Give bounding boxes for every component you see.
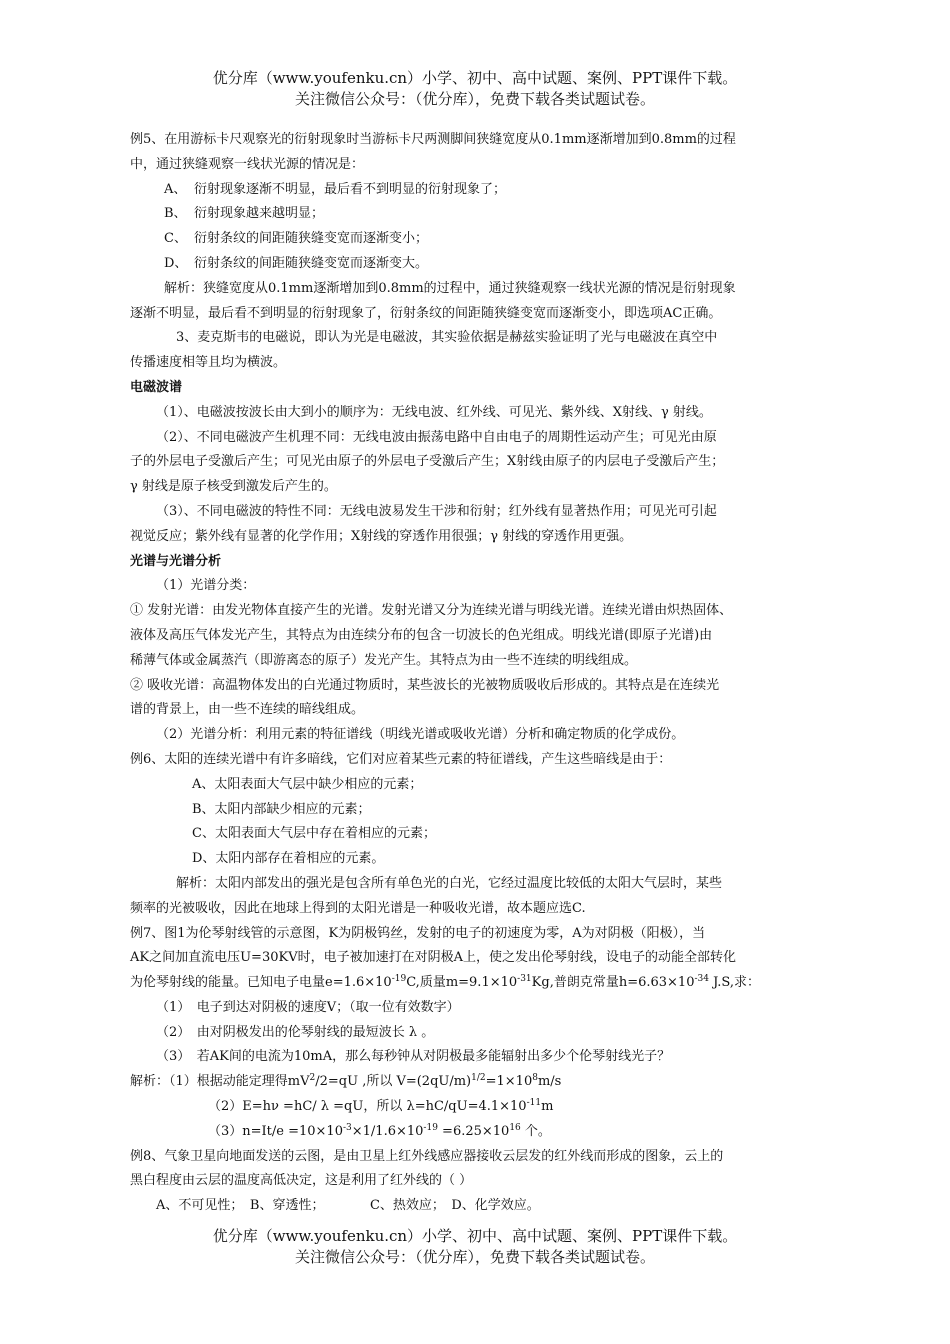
ex8-stem-1: 例8、气象卫星向地面发送的云图，是由卫星上红外线感应器接收云层发的红外线而形成的图象，云上的 <box>130 1148 724 1164</box>
ex6-stem: 例6、太阳的连续光谱中有许多暗线，它们对应着某些元素的特征谱线，产生这些暗线是由于： <box>130 751 672 767</box>
em-p1: （1）、电磁波按波长由大到小的顺序为：无线电波、红外线、可见光、紫外线、X射线、γ 射线。 <box>156 404 712 420</box>
ex5-stem-1: 例5、在用游标卡尺观察光的衍射现象时当游标卡尺两测脚间狭缝宽度从0.1mm逐渐增加到0.8mm的过程 <box>130 132 736 147</box>
footer-line-2: 关注微信公众号：（优分库），免费下载各类试题试卷。 <box>294 1248 655 1266</box>
em-p3-line-1: （3）、不同电磁波的特性不同：无线电波易发生干涉和衍射；红外线有显著热作用；可见光可引起 <box>156 503 717 519</box>
header-line-1: 优分库（www.youfenku.cn）小学、初中、高中试题、案例、PPT课件下载。 <box>212 69 738 87</box>
ex5-option-d: D、 衍射条纹的间距随狭缝变宽而逐渐变大。 <box>164 255 429 271</box>
em-p2-line-1: （2）、不同电磁波产生机理不同：无线电波由振荡电路中自由电子的周期性运动产生；可见光由原 <box>156 429 717 445</box>
ex8-options: A、不可见性； B、穿透性； C、热效应； D、化学效应。 <box>156 1198 540 1214</box>
emission-line-2: 液体及高压气体发光产生，其特点为由连续分布的包含一切波长的色光组成。明线光谱(即原子光谱)由 <box>130 627 713 643</box>
em-p2-line-2: 子的外层电子受激后产生；可见光由原子的外层电子受激后产生；X射线由原子的内层电子受激后产生； <box>130 454 725 470</box>
page-header <box>0 68 950 110</box>
emission-line-3: 稀薄气体或金属蒸汽（即游离态的原子）发光产生。其特点为由一些不连续的明线组成。 <box>130 652 638 668</box>
ex5-analysis-1: 解析：狭缝宽度从0.1mm逐渐增加到0.8mm的过程中，通过狭缝观察一线状光源的情况是衍射现象 <box>164 280 736 296</box>
page-footer <box>0 1226 950 1268</box>
ex8-stem-2: 黑白程度由云层的温度高低决定，这是利用了红外线的（ ） <box>130 1173 473 1189</box>
maxwell-line-1: 3、麦克斯韦的电磁说，即认为光是电磁波，其实验依据是赫兹实验证明了光与电磁波在真空中 <box>176 330 718 346</box>
em-heading: 电磁波谱 <box>130 379 183 395</box>
ex7-stem-2: AK之间加直流电压U=30KV时，电子被加速打在对阴极A上，使之发出伦琴射线，设电子的动能全部转化 <box>130 950 736 966</box>
ex7-stem-3: 为伦琴射线的能量。已知电子电量$e=1.6\times 10^{-19}C$,质量$m=9.1\times 10^{-31}Kg$,普朗克常量$h=6.63\times 10^{-34}$ J.S,求： <box>130 974 761 991</box>
ex7-question-1: （1） 电子到达对阴极的速度V；（取一位有效数字） <box>156 999 460 1015</box>
spectrum-p2: （2）光谱分析：利用元素的特征谱线（明线光谱或吸收光谱）分析和确定物质的化学成份。 <box>156 727 685 743</box>
ex7-stem-1: 例7、图1为伦琴射线管的示意图，K为阴极钨丝，发射的电子的初速度为零，A为对阴极（阳极），当 <box>130 925 706 941</box>
footer-line-1: 优分库（www.youfenku.cn）小学、初中、高中试题、案例、PPT课件下载。 <box>212 1227 738 1245</box>
absorption-line-2: 谱的背景上，由一些不连续的暗线组成。 <box>130 702 365 718</box>
ex7-question-3: （3） 若AK间的电流为10mA，那么每秒钟从对阴极最多能辐射出多少个伦琴射线光子？ <box>156 1049 671 1065</box>
spectrum-heading: 光谱与光谱分析 <box>130 553 222 569</box>
em-p3-line-2: 视觉反应；紫外线有显著的化学作用；X射线的穿透作用很强；γ 射线的穿透作用更强。 <box>130 528 633 544</box>
ex7-question-2: （2） 由对阴极发出的伦琴射线的最短波长 λ 。 <box>156 1024 435 1040</box>
ex7-solution-3: $(3)n=It/e =10\times 10^{-3}\times 1/1.6\times 10^{-19} =6.25\times 10^{16}$ 个。 <box>208 1122 551 1139</box>
ex5-analysis-2: 逐渐不明显，最后看不到明显的衍射现象了，衍射条纹的间距随狭缝变宽而逐渐变小，即选项AC正确。 <box>130 305 722 321</box>
ex6-option-c: C、太阳表面大气层中存在着相应的元素； <box>192 826 436 842</box>
maxwell-line-2: 传播速度相等且均为横波。 <box>130 355 287 371</box>
absorption-line-1: ② 吸收光谱：高温物体发出的白光通过物质时，某些波长的光被物质吸收后形成的。其特点是在连续光 <box>130 677 720 693</box>
ex5-option-b: B、 衍射现象越来越明显； <box>164 206 325 222</box>
page-content <box>130 128 820 1219</box>
ex6-analysis-1: 解析：太阳内部发出的强光是包含所有单色光的白光，它经过温度比较低的太阳大气层时，某些 <box>176 875 723 891</box>
ex5-stem-2: 中，通过狭缝观察一线状光源的情况是： <box>130 156 365 172</box>
spectrum-p1: （1）光谱分类： <box>156 578 256 594</box>
ex5-option-c: C、 衍射条纹的间距随狭缝变宽而逐渐变小； <box>164 231 429 247</box>
ex6-option-b: B、太阳内部缺少相应的元素； <box>192 801 371 817</box>
emission-line-1: ① 发射光谱：由发光物体直接产生的光谱。发射光谱又分为连续光谱与明线光谱。连续光谱由炽热固体、 <box>130 603 733 619</box>
ex7-solution-2: （2）E=hν =hC/ λ =qU，所以 $\lambda=hC/qU=4.1\times 10^{-11}m$ <box>208 1098 554 1115</box>
em-p2-line-3: γ 射线是原子核受到激发后产生的。 <box>130 479 337 495</box>
ex6-option-a: A、太阳表面大气层中缺少相应的元素； <box>192 776 423 792</box>
header-line-2: 关注微信公众号：（优分库），免费下载各类试题试卷。 <box>294 90 655 108</box>
ex6-option-d: D、太阳内部存在着相应的元素。 <box>192 851 385 867</box>
ex7-solution-1: 解析：（1）根据动能定理得$mV^2/2=qU$ ,所以 $V=(2qU/m)^{1/2}=1\times 10^8m/s$ <box>130 1073 562 1090</box>
ex6-analysis-2: 频率的光被吸收，因此在地球上得到的太阳光谱是一种吸收光谱，故本题应选C. <box>130 900 586 916</box>
ex5-option-a: A、 衍射现象逐渐不明显，最后看不到明显的衍射现象了； <box>164 181 507 197</box>
